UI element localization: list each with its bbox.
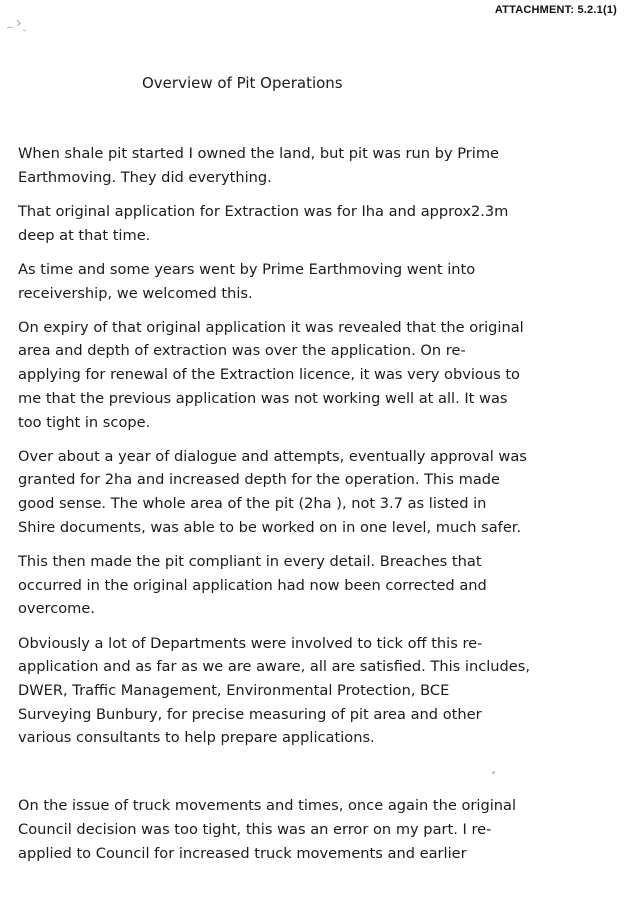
text-line: On expiry of that original application it was revealed that the original [18, 318, 524, 336]
paragraph [18, 258, 618, 305]
paragraph [18, 200, 618, 247]
paragraph [18, 445, 618, 540]
text-line: As time and some years went by Prime Earthmoving went into [18, 260, 476, 278]
paragraph [18, 632, 618, 751]
text-line: applying for renewal of the Extraction licence, it was very obvious to [18, 366, 520, 384]
text-line: too tight in scope. [18, 413, 151, 431]
text-line: applied to Council for increased truck movements and earlier [18, 844, 467, 862]
text-line: good sense. The whole area of the pit (2ha ), not 3.7 as listed in [18, 495, 487, 513]
text-line: me that the previous application was not working well at all. It was [18, 389, 508, 407]
paragraph [18, 794, 618, 865]
text-line: DWER, Traffic Management, Environmental Protection, BCE [18, 682, 450, 700]
text-line: Earthmoving. They did everything. [18, 168, 272, 186]
text-line: When shale pit started I owned the land, but pit was run by Prime [18, 145, 500, 162]
text-line: application and as far as we are aware, all are satisfied. This includes, [18, 658, 531, 676]
text-line: granted for 2ha and increased depth for the operation. This made [18, 471, 501, 489]
text-line: This then made the pit compliant in every detail. Breaches that [18, 553, 482, 571]
margin-scribble [4, 14, 30, 36]
document-body [18, 142, 618, 876]
text-line: That original application for Extraction was for Iha and approx2.3m [18, 202, 509, 220]
text-line: Over about a year of dialogue and attempts, eventually approval was [18, 447, 527, 465]
text-line: receivership, we welcomed this. [18, 284, 253, 302]
attachment-label: ATTACHMENT: 5.2.1(1) [494, 4, 617, 16]
page-title: Overview of Pit Operations [142, 74, 343, 92]
paragraph [18, 316, 618, 435]
scan-speck [492, 771, 495, 774]
text-line: area and depth of extraction was over the application. On re- [18, 342, 466, 360]
text-line: deep at that time. [18, 226, 151, 244]
text-line: Surveying Bunbury, for precise measuring of pit area and other [18, 705, 482, 723]
text-line: various consultants to help prepare applications. [18, 729, 375, 747]
text-line: overcome. [18, 600, 96, 618]
text-line: Obviously a lot of Departments were involved to tick off this re- [18, 634, 483, 652]
text-line: On the issue of truck movements and times, once again the original [18, 797, 517, 815]
paragraph [18, 550, 618, 621]
text-line: Council decision was too tight, this was an error on my part. I re- [18, 820, 492, 838]
text-line: occurred in the original application had now been corrected and [18, 576, 487, 594]
paragraph [18, 142, 618, 189]
text-line: Shire documents, was able to be worked on in one level, much safer. [18, 518, 522, 536]
